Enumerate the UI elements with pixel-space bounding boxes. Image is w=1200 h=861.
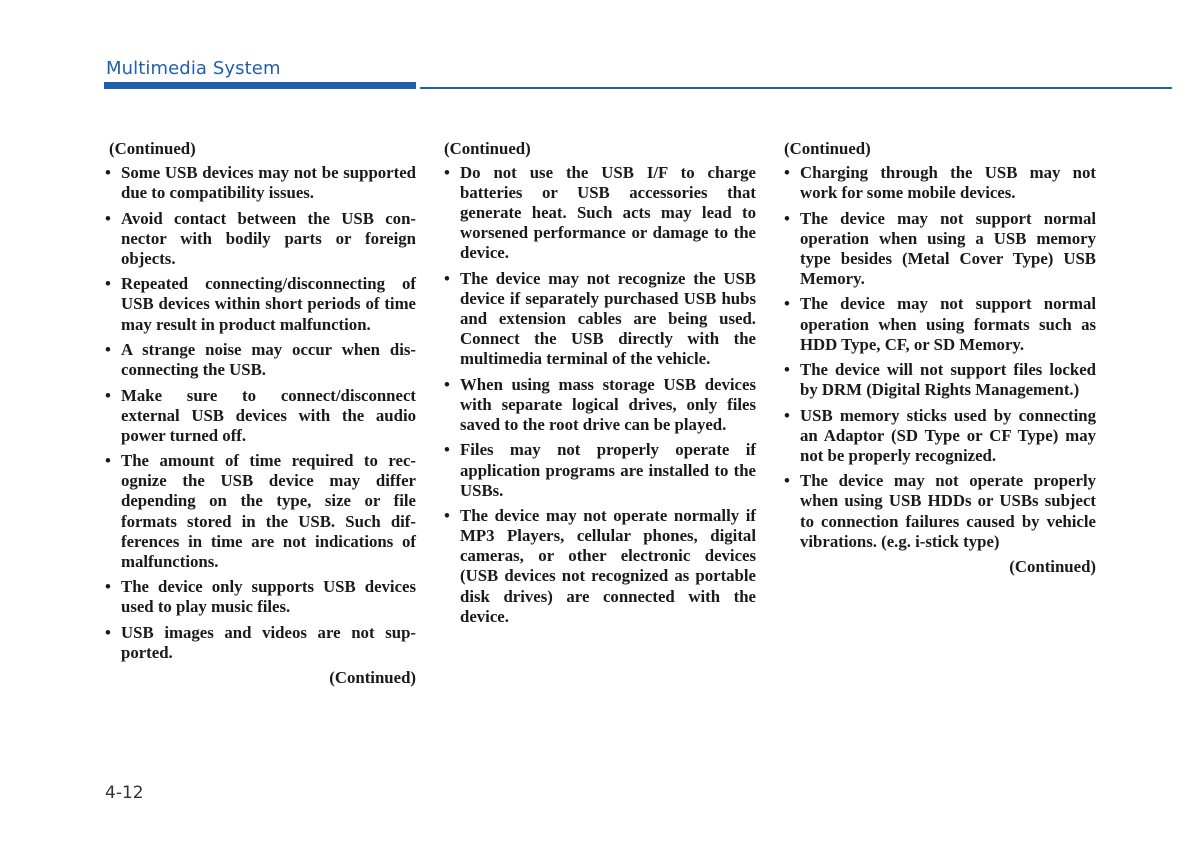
bullet-list xyxy=(444,163,756,627)
bullet-icon: • xyxy=(784,294,790,314)
bullet-icon: • xyxy=(105,451,111,471)
header-title: Multimedia System xyxy=(106,58,281,79)
list-item: • The device only supports USB devices used to play music files. xyxy=(105,577,416,617)
bullet-icon: • xyxy=(444,440,450,460)
list-item: • Repeated connecting/disconnecting of USB devices within short periods of time may result in product malfunction. xyxy=(105,274,416,334)
text-column-1 xyxy=(105,139,416,688)
list-item: • The device may not support normal operation when using a USB memory type besides (Metal Cover Type) USB Memory. xyxy=(784,208,1096,288)
continued-label-bottom: (Continued) xyxy=(1009,557,1096,577)
list-item: • USB memory sticks used by connecting an Adaptor (SD Type or CF Type) may not be properly recognized. xyxy=(784,405,1096,465)
continued-label-bottom: (Continued) xyxy=(329,668,416,688)
bullet-icon: • xyxy=(105,163,111,183)
text-column-2 xyxy=(444,139,756,632)
bullet-icon: • xyxy=(444,163,450,183)
bullet-icon: • xyxy=(105,274,111,294)
continued-label-top: (Continued) xyxy=(784,139,871,158)
list-item: • Some USB devices may not be supported due to compatibility issues. xyxy=(105,163,416,203)
bullet-icon: • xyxy=(784,163,790,183)
list-item: • Avoid contact between the USB connector with bodily parts or foreign objects. xyxy=(105,208,416,268)
continued-label-top: (Continued) xyxy=(444,139,531,158)
page-number: 4-12 xyxy=(105,783,144,803)
list-item: • A strange noise may occur when disconnecting the USB. xyxy=(105,340,416,380)
bullet-icon: • xyxy=(784,360,790,380)
bullet-icon: • xyxy=(105,577,111,597)
list-item: • The device may not support normal operation when using formats such as HDD Type, CF, or SD Memory. xyxy=(784,294,1096,354)
header-rule-thin xyxy=(420,87,1172,89)
list-item: • The device may not recognize the USB device if separately purchased USB hubs and extension cables are being used. Connect the USB directly with the multimedia terminal of the vehicle. xyxy=(444,268,756,369)
bullet-list xyxy=(784,163,1096,552)
continued-label-top: (Continued) xyxy=(109,139,196,158)
bullet-icon: • xyxy=(444,374,450,394)
list-item: • The device may not operate properly when using USB HDDs or USBs subject to connection failures caused by vehicle vibrations. (e.g. i-stick type) xyxy=(784,471,1096,551)
bullet-icon: • xyxy=(784,405,790,425)
list-item: • USB images and videos are not supported. xyxy=(105,622,416,662)
bullet-list xyxy=(105,163,416,663)
list-item: • When using mass storage USB devices with separate logical drives, only files saved to the root drive can be played. xyxy=(444,374,756,434)
text-column-3 xyxy=(784,139,1096,577)
list-item: • Make sure to connect/disconnect external USB devices with the audio power turned off. xyxy=(105,385,416,445)
bullet-icon: • xyxy=(105,208,111,228)
list-item: • The amount of time required to recognize the USB device may differ depending on the type, size or file formats stored in the USB. Such differences in time are not indications of malfunctions. xyxy=(105,451,416,571)
bullet-icon: • xyxy=(784,471,790,491)
list-item: • Do not use the USB I/F to charge batteries or USB accessories that generate heat. Such acts may lead to worsened performance or damage to the device. xyxy=(444,163,756,263)
list-item: • The device will not support files locked by DRM (Digital Rights Management.) xyxy=(784,360,1096,400)
bullet-icon: • xyxy=(105,340,111,360)
bullet-icon: • xyxy=(105,622,111,642)
bullet-icon: • xyxy=(444,268,450,288)
header-rule-thick xyxy=(104,82,416,89)
bullet-icon: • xyxy=(784,208,790,228)
list-item: • The device may not operate normally if MP3 Players, cellular phones, digital cameras, or other electronic devices (USB devices not recognized as portable disk drives) are connected with the device. xyxy=(444,506,756,626)
list-item: • Files may not properly operate if application programs are installed to the USBs. xyxy=(444,440,756,500)
list-item: • Charging through the USB may not work for some mobile devices. xyxy=(784,163,1096,203)
bullet-icon: • xyxy=(105,385,111,405)
bullet-icon: • xyxy=(444,506,450,526)
